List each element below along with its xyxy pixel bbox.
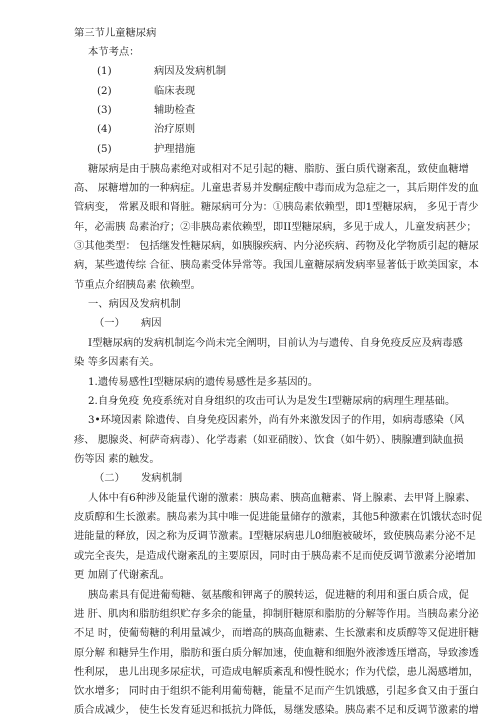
section-title: 第三节儿童糖尿病 xyxy=(74,27,157,39)
paragraph-line: 进能量的释放，因之称为反调节激素。I型糖尿病患儿0细胞被破坏，致使胰岛素分泌不足 xyxy=(74,530,476,542)
paragraph-line: 年，必需胰 岛素治疗；②非胰岛素依赖型，即II型糖尿病，多见于成人，儿童发病甚少； xyxy=(74,221,477,233)
sub-heading xyxy=(94,316,162,330)
paragraph-line: 3•环境因素 除遗传、自身免疫因素外，尚有外来激发因子的作用，如病毒感染（风 xyxy=(88,414,465,426)
paragraph-line: 人体中有6种涉及能量代谢的激素：胰岛素、胰高血糖素、肾上腺素、去甲肾上腺素、 xyxy=(88,492,476,504)
sub-heading-number: （二） xyxy=(94,472,125,484)
paragraph-line: 性利尿， 患儿出现多尿症状，可造成电解质紊乱和慢性脱水；作为代偿，患儿渴感增加， xyxy=(74,666,479,678)
key-point-text: 护理措施 xyxy=(154,143,196,155)
key-point-item xyxy=(97,122,195,136)
paragraph-line: 疹、 腮腺炎、柯萨奇病毒）、化学毒素（如亚硝胺）、饮食（如牛奶）、胰腺遭到缺血损 xyxy=(74,434,464,446)
paragraph-line: 高、 尿糖增加的一种病症。儿童患者易并发酮症酸中毒而成为急症之一，其后期伴发的血 xyxy=(74,182,479,194)
key-point-item xyxy=(97,142,195,156)
paragraph-line: 或完全丧失，是造成代谢紊乱的主要原因，同时由于胰岛素不足而使反调节激素分泌增加 xyxy=(74,550,476,562)
paragraph-line: 节重点介绍胰岛素 依赖型。 xyxy=(74,279,201,291)
paragraph-line: 糖尿病是由于胰岛素绝对或相对不足引起的糖、脂肪、蛋白质代谢紊乱，致使血糖增 xyxy=(88,163,469,175)
key-point-text: 治疗原则 xyxy=(154,123,196,135)
key-point-text: 临床表现 xyxy=(154,85,196,97)
key-point-item xyxy=(97,64,226,78)
paragraph-line: 染 等多因素有关。 xyxy=(74,356,160,368)
paragraph-line: 更 加剧了代谢紊乱。 xyxy=(74,569,170,581)
paragraph-line: ③其他类型： 包括继发性糖尿病，如胰腺疾病、内分泌疾病、药物及化学物质引起的糖尿 xyxy=(74,240,479,252)
paragraph-line: 1.遗传易感性I型糖尿病的遗传易感性是多基因的。 xyxy=(88,376,319,388)
key-point-number: (5) xyxy=(97,143,112,155)
key-point-item xyxy=(97,84,195,98)
sub-heading-text: 发病机制 xyxy=(141,472,183,484)
paragraph-line: 胰岛素具有促进葡萄糖、氨基酸和钾离子的膜转运，促进糖的利用和蛋白质合成，促 xyxy=(88,589,469,601)
paragraph-line: 不足 时，使葡萄糖的利用量减少，而增高的胰高血糖素、生长激素和皮质醇等又促进肝糖 xyxy=(74,627,479,639)
sub-heading-text: 病因 xyxy=(141,317,162,329)
key-point-item xyxy=(97,103,195,117)
key-point-number: (2) xyxy=(97,85,112,97)
section-heading: 一、病因及发病机制 xyxy=(88,298,181,310)
key-point-number: (4) xyxy=(97,123,112,135)
key-points-label: 本节考点： xyxy=(88,46,140,58)
key-point-text: 病因及发病机制 xyxy=(154,65,227,77)
paragraph-line: 2.自身免疫 免疫系统对自身组织的攻击可认为是发生I型糖尿病的病理生理基础。 xyxy=(88,395,456,407)
paragraph-line: 进 肝、肌肉和脂肪组织贮存多余的能量，抑制肝糖原和脂肪的分解等作用。当胰岛素分泌 xyxy=(74,608,479,620)
paragraph-line: 病，某些遗传综 合征、胰岛素受体异常等。我国儿童糖尿病发病率显著低于欧美国家，本 xyxy=(74,259,479,271)
sub-heading-number: （一） xyxy=(94,317,125,329)
key-point-number: (1) xyxy=(97,65,112,77)
paragraph-line: 管病变， 常累及眼和肾脏。糖尿病可分为：①胰岛素依赖型，即1型糖尿病， 多见于青少 xyxy=(74,201,479,213)
paragraph-line: 伤等因 素的触发。 xyxy=(74,453,160,465)
paragraph-line: I型糖尿病的发病机制迄今尚未完全阐明，目前认为与遗传、自身免疫反应及病毒感 xyxy=(88,337,463,349)
key-point-number: (3) xyxy=(97,104,112,116)
paragraph-line: 皮质醇和生长激素。胰岛素为其中唯一促进能量储存的激素，其他5种激素在饥饿状态时促 xyxy=(74,511,483,523)
paragraph-line: 原分解 和糖异生作用，脂肪和蛋白质分解加速，使血糖和细胞外液渗透压增高，导致渗透 xyxy=(74,647,479,659)
paragraph-line: 质合成减少， 使生长发育延迟和抵抗力降低，易继发感染。胰岛素不足和反调节激素的增 xyxy=(74,704,479,716)
key-point-text: 辅助检查 xyxy=(154,104,196,116)
sub-heading xyxy=(94,471,182,485)
paragraph-line: 饮水增多； 同时由于组织不能利用葡萄糖，能量不足而产生饥饿感，引起多食又由于蛋白 xyxy=(74,685,479,697)
